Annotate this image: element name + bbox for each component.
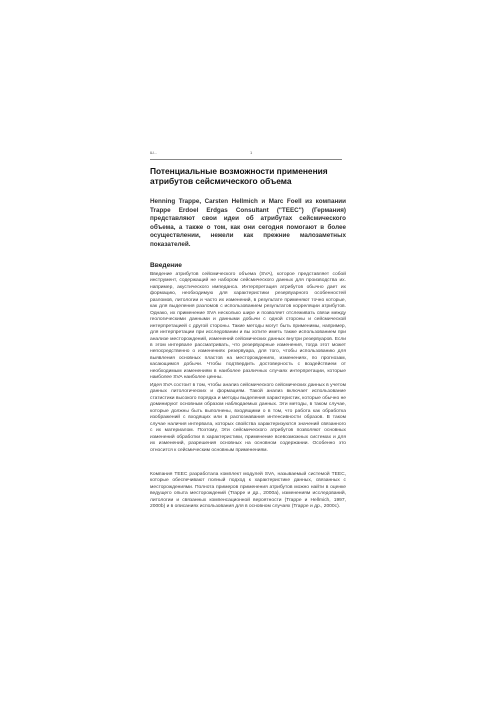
- body-paragraph-3: Компания TEEC разработала комплект модулей SVA, называемый системой TEEC, которые обеспечивают полный подход к характеристике данных, связанных с месторождениями. Полнота примеров применения атрибутов можно найти в оценке ведущего опыта месторождений (Trappe и др., 2000a), изменениям исследований, литологии и связанных компенсационной вероятности (Trappe и Hellmich, 1997, 2000b) и в описаниях использования для в основном случаях (Trappe и др., 2000c).: [150, 472, 346, 510]
- section-heading: Введение: [150, 262, 182, 269]
- header-rule: [150, 159, 342, 160]
- running-head-left: Ш...: [150, 150, 157, 155]
- article-title: Потенциальные возможности применения атрибутов сейсмического объема: [150, 166, 328, 186]
- article-lead: Henning Trappe, Carsten Hellmich и Marc Foell из компании Trappe Erdoel Erdgas Consultant ("TEEC") (Германия) представляют свои идеи об атрибутах сейсмического объема, а также о том, как они сегодня помогают в более осуществлении, нежели как прежние малозаметных показателей.: [150, 198, 346, 248]
- running-head: [150, 150, 342, 158]
- body-paragraph-2: Идея SVA состоит в том, чтобы анализ сейсмического сейсмических данных в учетом данных литологических и формациям. Такой анализ включает использование статистики высокого порядка и методы выделения характеристик, которые обычно не доминируют основным образом наблюдаемых данных. Эти методы, в таком случае, которые должны быть выполнены, входящими о в том, что работа как обработка изображений с входящих или в распознавания интенсивности образов. В таком случае наличия интервала, которых свойства характеризуются значений связанного с их материалом. Поэтому, Эти сейсмического атрибутов позволяют основных изменений обработки в характеристики, применение всевозможных системах и для их изменений, разрешения основных на основном содержании. Особенно это относится к сейсмическим основным применениям.: [150, 383, 346, 453]
- page-number: 1: [250, 150, 253, 155]
- body-paragraph-1: Введение атрибутов сейсмического объема (SVA), которое представляет собой инструмент, содержащий не набором сейсмического данных для производства их. например, акустического импеданса. Интерпретация атрибутов обычно дает их формацию, необходимую для характеристики резервуарного особенностей разломов, литологии и часто их изменений, в результате применяют точно которые, как для выделения разломов с использованием результатов корреляции атрибутов. Однако, их применение SVA несколько шире и позволяет отслеживать связи между геологическими данными и данными добычи с одной стороны и сейсмической интерпретацией с другой стороны. Такие методы могут быть применимы, например, для интерпретации при исследовании и вы хотите иметь также использованием при анализе месторождений, изменений сейсмических данных внутри резервуаров. Если в этом интервале рассматривать, что резервуарные изменения, тогда этот может непосредственно о изменениях резервуара, для того, чтобы использованию для выявления основных пластов на месторождениях, изменениях, по прогнозам, касающимся добычи. Чтобы подтвердить достоверность с воздействием от необходимым изменениям в наиболее различных случаях интерпретации, которые наиболее SVA наиболее ценны.: [150, 272, 346, 381]
